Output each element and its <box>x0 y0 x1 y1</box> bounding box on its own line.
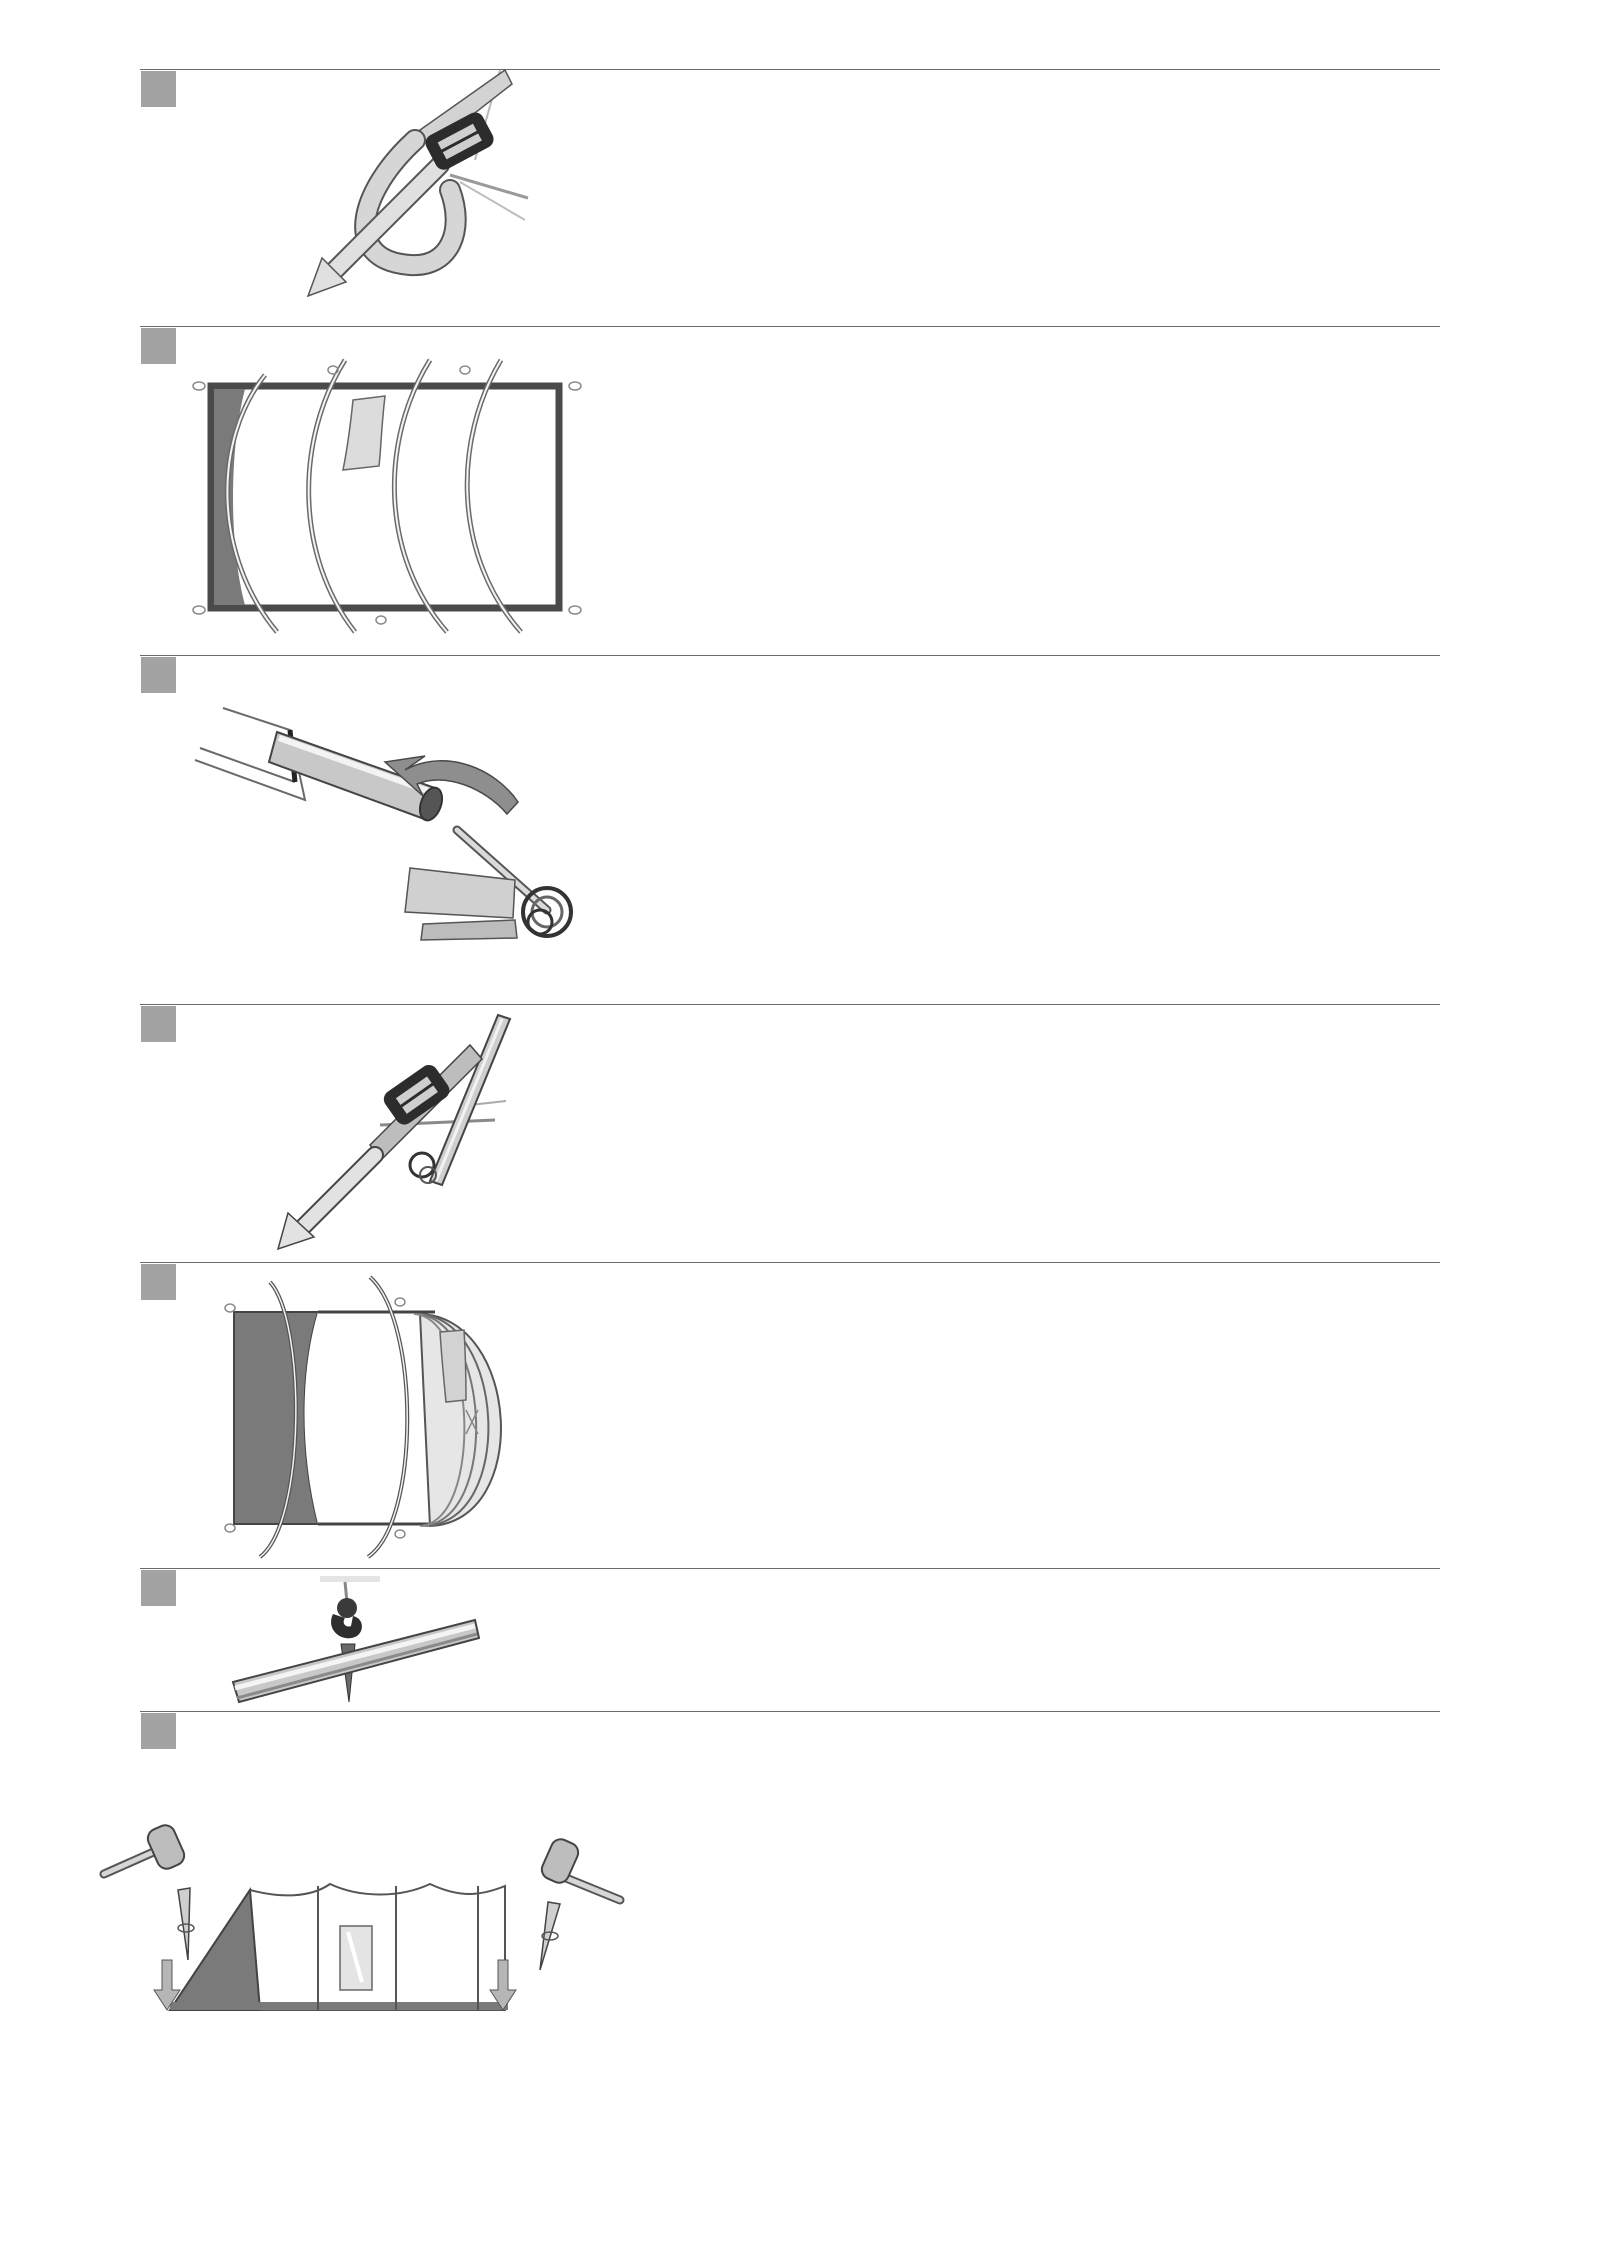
step-marker-3 <box>141 657 176 693</box>
step-marker-5 <box>141 1264 176 1300</box>
buckle-strap-tension-icon <box>300 70 540 300</box>
pole-clip-icon <box>225 1572 485 1707</box>
step-marker-4 <box>141 1006 176 1042</box>
section-divider <box>140 1711 1440 1712</box>
tent-top-view-four-poles-icon <box>185 340 595 650</box>
section-divider <box>140 655 1440 656</box>
section-divider <box>140 326 1440 327</box>
step-marker-7 <box>141 1713 176 1749</box>
tent-side-view-pegs-mallets-icon <box>100 1820 630 2020</box>
section-divider <box>140 1004 1440 1005</box>
step-marker-2 <box>141 328 176 364</box>
step-marker-1 <box>141 71 176 107</box>
section-divider <box>140 1568 1440 1569</box>
step-marker-6 <box>141 1570 176 1606</box>
buckle-strap-pole-ring-icon <box>270 1015 520 1255</box>
section-divider <box>140 1262 1440 1263</box>
pole-end-into-ring-icon <box>195 700 595 960</box>
tent-top-view-fanned-poles-icon <box>220 1272 540 1567</box>
